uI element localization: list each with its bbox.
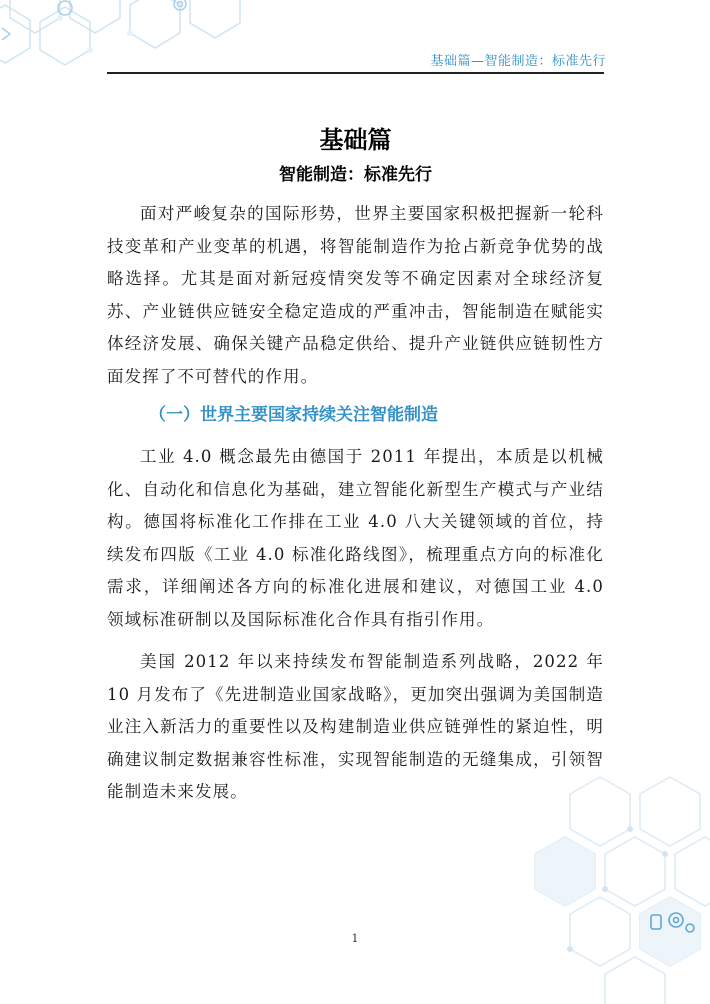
hexagon-decoration-bottom — [530, 774, 710, 1004]
running-header: 基础篇—智能制造：标准先行 — [430, 54, 606, 69]
part-title: 基础篇 — [319, 126, 392, 154]
paragraph: 工业 4.0 概念最先由德国于 2011 年提出，本质是以机械化、自动化和信息化为基础，建立智能化新型生产模式与产业结构。德国将标准化工作排在工业 4.0 八大关键领域的首位，持续发布四版《工业 4.0 标准化路线图》，梳理重点方向的标准化需求，详细阐述各方向的标准化进展和建议，对德国工业 4.0 领域标准研制以及国际标准化合作具有指引作用。 — [107, 447, 604, 629]
paragraph: 美国 2012 年以来持续发布智能制造系列战略，2022 年 10 月发布了《先进制造业国家战略》，更加突出强调为美国制造业注入新活力的重要性以及构建制造业供应链弹性的紧迫性，明确建议制定数据兼容性标准，实现智能制造的无缝集成，引领智能制造未来发展。 — [107, 652, 604, 801]
page-number: 1 — [351, 932, 359, 945]
page-content — [107, 122, 604, 809]
hexagon-decoration-top — [0, 0, 260, 80]
section-heading: （一）世界主要国家持续关注智能制造 — [149, 405, 438, 425]
header-rule — [107, 72, 604, 74]
part-subtitle: 智能制造：标准先行 — [279, 165, 432, 185]
paragraph: 面对严峻复杂的国际形势，世界主要国家积极把握新一轮科技变革和产业变革的机遇，将智能制造作为抢占新竞争优势的战略选择。尤其是面对新冠疫情突发等不确定因素对全球经济复苏、产业链供应链安全稳定造成的严重冲击，智能制造在赋能实体经济发展、确保关键产品稳定供给、提升产业链供应链韧性方面发挥了不可替代的作用。 — [107, 204, 604, 386]
